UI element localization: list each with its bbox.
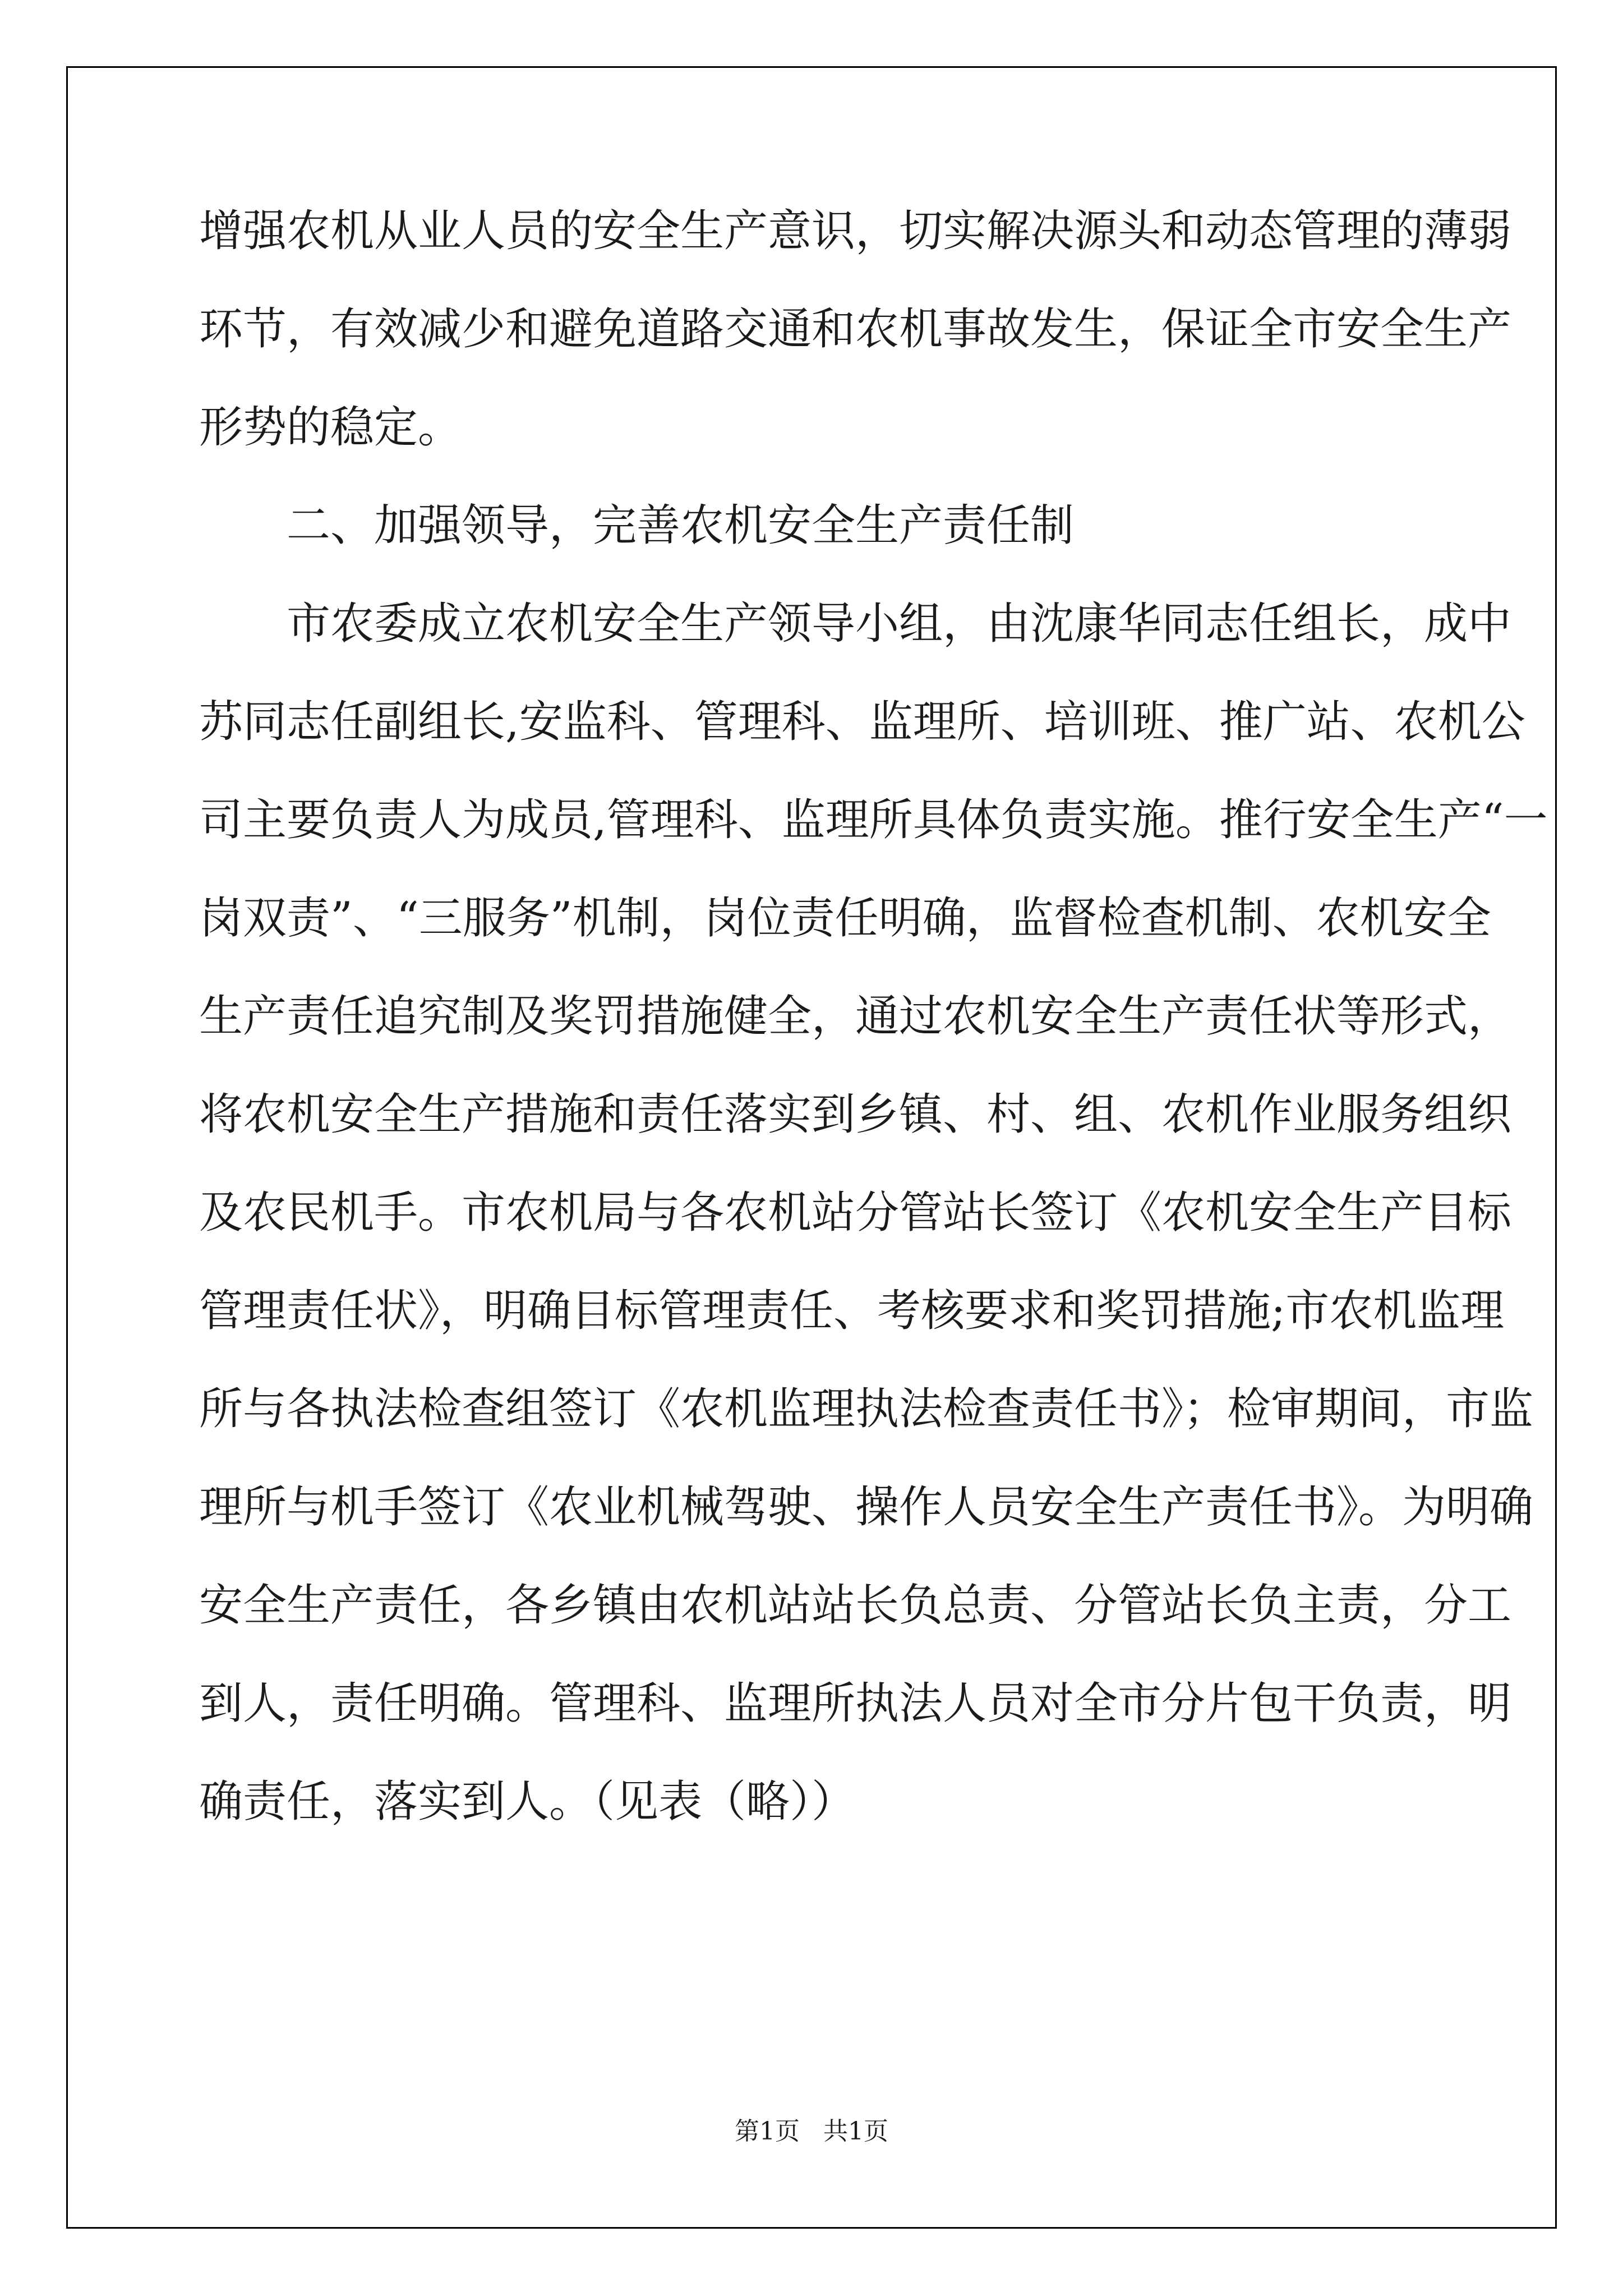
paragraph-line: 增强农机从业人员的安全生产意识，切实解决源头和动态管理的薄弱 xyxy=(199,206,1512,256)
paragraph-line: 将农机安全生产措施和责任落实到乡镇、村、组、农机作业服务组织 xyxy=(199,1089,1512,1140)
paragraph-line: 确责任，落实到人。（见表（略）） xyxy=(199,1777,856,1827)
paragraph-line: 形势的稳定。 xyxy=(199,402,462,453)
paragraph-line: 理所与机手签订《农业机械驾驶、操作人员安全生产责任书》。为明确 xyxy=(199,1482,1534,1533)
paragraph-line: 环节，有效减少和避免道路交通和农机事故发生，保证全市安全生产 xyxy=(199,304,1512,355)
paragraph-line: 司主要负责人为成员,管理科、监理所具体负责实施。推行安全生产“一 xyxy=(199,795,1548,845)
paragraph-line: 到人，责任明确。管理科、监理所执法人员对全市分片包干负责，明 xyxy=(199,1678,1512,1729)
paragraph-line: 市农委成立农机安全生产领导小组，由沈康华同志任组长，成中 xyxy=(287,599,1512,649)
paragraph-line: 安全生产责任，各乡镇由农机站站长负总责、分管站长负主责，分工 xyxy=(199,1580,1512,1631)
paragraph-line: 所与各执法检查组签订《农机监理执法检查责任书》；检审期间，市监 xyxy=(199,1384,1534,1434)
paragraph-line: 及农民机手。市农机局与各农机站分管站长签订《农机安全生产目标 xyxy=(199,1188,1512,1238)
section-heading: 二、加强领导，完善农机安全生产责任制 xyxy=(287,500,1075,551)
page-number: 第1页 xyxy=(735,2117,800,2146)
page-total: 共1页 xyxy=(823,2117,888,2146)
paragraph-line: 岗双责”、“三服务”机制，岗位责任明确，监督检查机制、农机安全 xyxy=(199,893,1491,944)
document-body xyxy=(199,205,1548,1874)
paragraph-line: 苏同志任副组长,安监科、管理科、监理所、培训班、推广站、农机公 xyxy=(199,697,1525,747)
page-footer xyxy=(0,2116,1623,2147)
paragraph-line: 生产责任追究制及奖罚措施健全，通过农机安全生产责任状等形式， xyxy=(199,991,1512,1042)
paragraph-line: 管理责任状》，明确目标管理责任、考核要求和奖罚措施;市农机监理 xyxy=(199,1286,1505,1336)
